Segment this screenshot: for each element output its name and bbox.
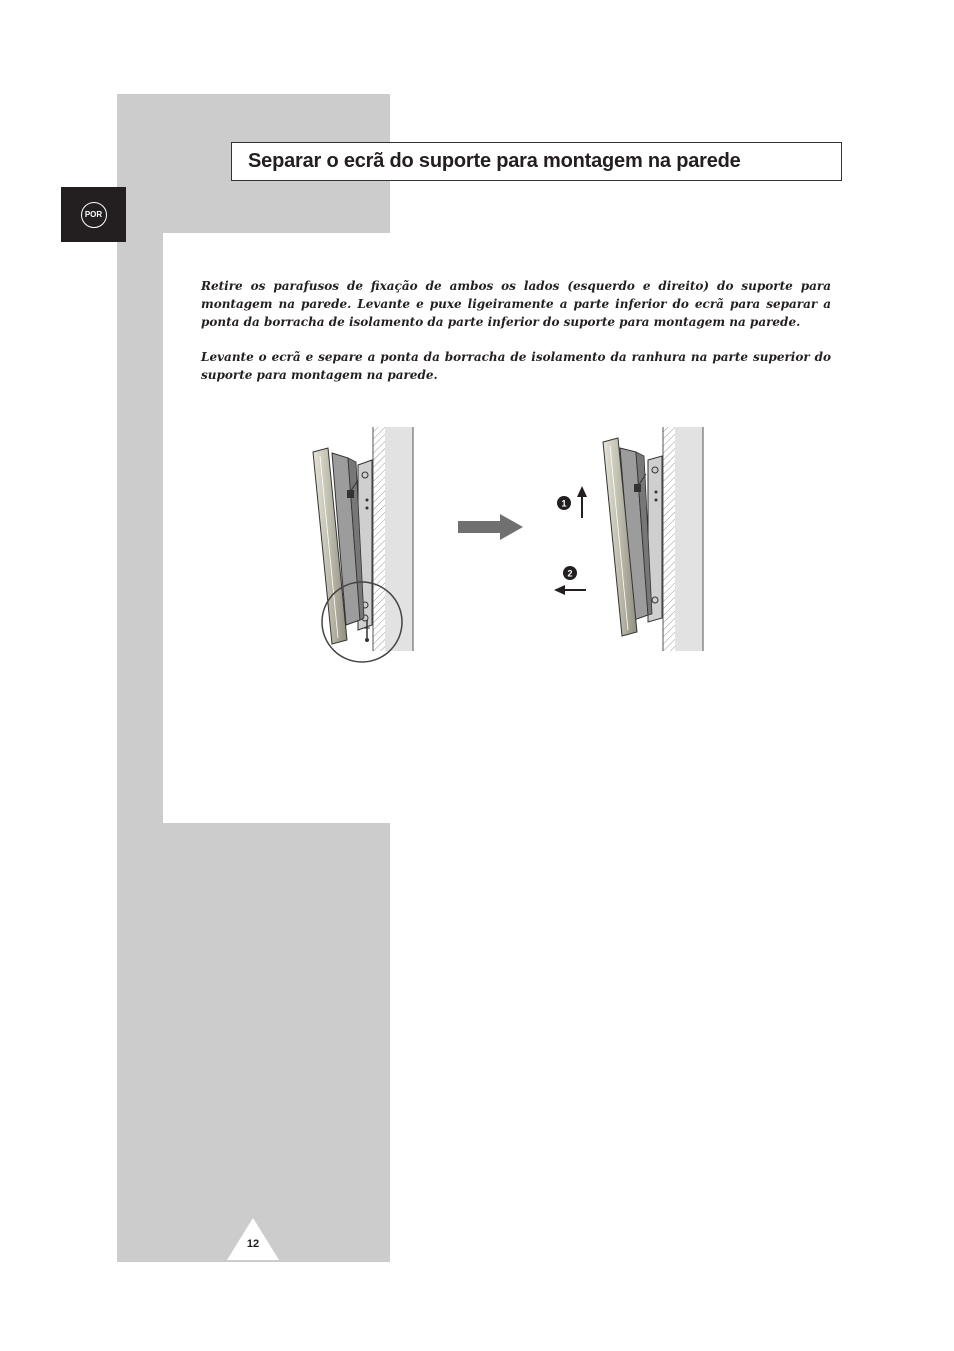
step-2-number: 2	[567, 568, 573, 579]
wall-left	[373, 427, 413, 651]
language-badge	[81, 202, 107, 228]
page-number: 12	[246, 1238, 260, 1250]
language-tab	[61, 187, 126, 242]
wall-right	[663, 427, 703, 651]
language-label: POR	[84, 210, 103, 219]
step-1-indicator	[557, 486, 587, 518]
before-illustration	[313, 427, 413, 662]
detach-illustration	[300, 420, 720, 665]
instruction-paragraph-1: Retire os parafusos de fixação de ambos os lados (esquerdo e direito) do suporte para montagem na parede. Levante e puxe ligeiramente a parte inferior do ecrã para separar a ponta da borracha de isolamento da parte inferior do suporte para montagem na parede.	[201, 279, 831, 329]
after-illustration	[603, 427, 703, 651]
transition-arrow	[458, 514, 523, 540]
page-title: Separar o ecrã do suporte para montagem na parede	[248, 150, 741, 172]
step-1-number: 1	[561, 498, 567, 509]
step-2-indicator	[554, 566, 586, 595]
instruction-paragraph-2: Levante o ecrã e separe a ponta da borracha de isolamento da ranhura na parte superior do suporte para montagem na parede.	[201, 350, 831, 382]
title-box	[231, 142, 842, 181]
